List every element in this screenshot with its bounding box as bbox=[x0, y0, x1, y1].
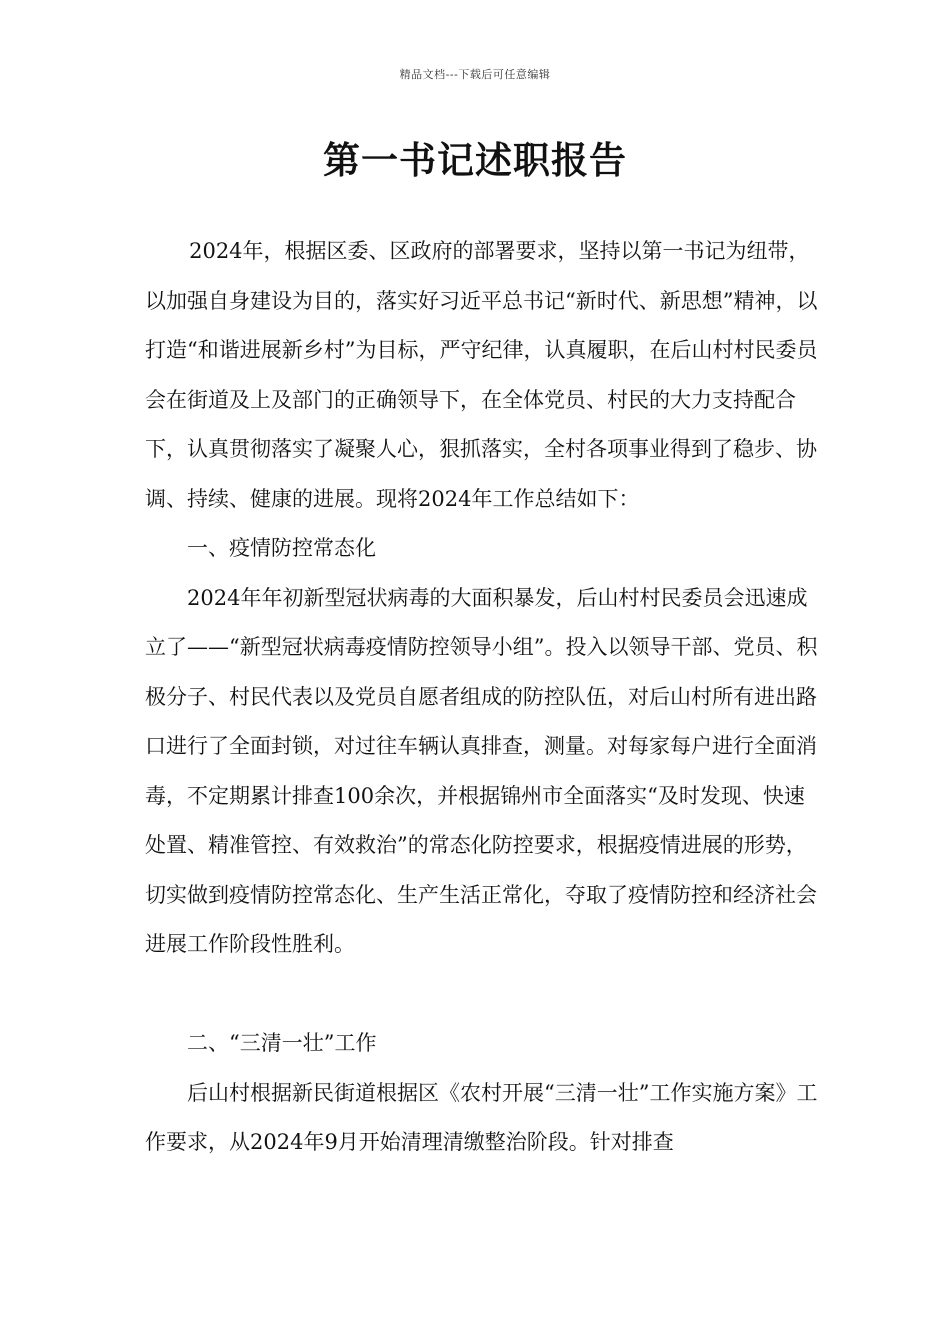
section1-paragraph: 2024年年初新型冠状病毒的大面积暴发，后山村村民委员会迅速成立了——“新型冠状病毒疫情防控领导小组”。投入以领导干部、党员、积极分子、村民代表以及党员自愿者组成的防控队伍，对后山村所有进出路口进行了全面封锁，对过往车辆认真排查，测量。对每家每户进行全面消毒，不定期累计排查100余次，并根据锦州市全面落实“及时发现、快速处置、精准管控、有效救治”的常态化防控要求，根据疫情进展的形势，切实做到疫情防控常态化、生产生活正常化，夺取了疫情防控和经济社会进展工作阶段性胜利。 bbox=[145, 585, 818, 956]
paragraph-gap bbox=[145, 970, 825, 1020]
intro-paragraph: 2024年，根据区委、区政府的部署要求，坚持以第一书记为纽带，以加强自身建设为目的，落实好习近平总书记“新时代、新思想”精神，以打造“和谐进展新乡村”为目标，严守纪律，认真履职，在后山村村民委员会在街道及上及部门的正确领导下，在全体党员、村民的大力支持配合下，认真贯彻落实了凝聚人心，狠抓落实，全村各项事业得到了稳步、协调、持续、健康的进展。现将2024年工作总结如下： bbox=[145, 239, 818, 511]
section2-heading: 二、“三清一壮”工作 bbox=[187, 1031, 377, 1055]
document-body bbox=[145, 227, 825, 1168]
document-title: 第一书记述职报告 bbox=[323, 139, 627, 182]
header-note: 精品文档---下载后可任意编辑 bbox=[399, 68, 551, 81]
section2-paragraph: 后山村根据新民街道根据区《农村开展“三清一壮”工作实施方案》工作要求，从2024年9月开始清理清缴整治阶段。针对排查 bbox=[145, 1080, 818, 1154]
section1-heading: 一、疫情防控常态化 bbox=[187, 536, 376, 560]
